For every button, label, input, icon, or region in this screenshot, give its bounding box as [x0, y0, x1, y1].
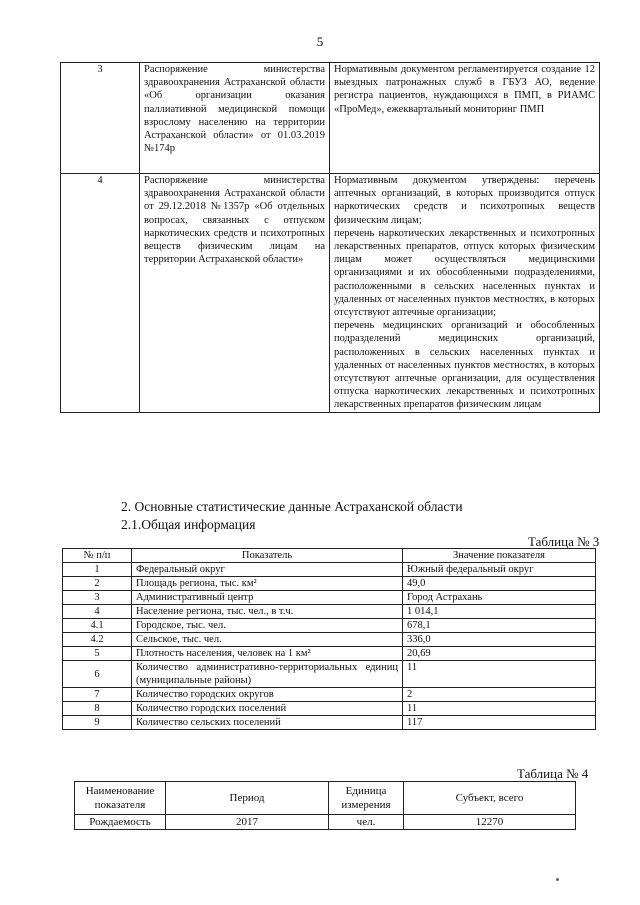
subject-total: 12270: [404, 815, 576, 830]
indicator-value: 117: [403, 716, 596, 730]
table-row: [61, 63, 600, 174]
indicator-value: Южный федеральный округ: [403, 563, 596, 577]
birth-rate-table: [74, 781, 576, 830]
row-number: 4.2: [63, 633, 132, 647]
subsection-heading: 2.1.Общая информация: [121, 517, 256, 532]
description-paragraph: перечень медицинских организаций и обособленных подразделений медицинских организаций, расположенных в сельских населенных пунктах и удаленных от населенных пунктов местностях, в которых отсутствуют аптечные организации, для осуществления отпуска наркотических лекарственных и психотропных лекарственных препаратов физическим лицам: [334, 320, 595, 411]
indicator-value: 11: [403, 661, 596, 688]
table-row: [63, 702, 596, 716]
column-header: Период: [166, 782, 329, 815]
regulatory-documents-table: [60, 62, 600, 413]
description-paragraph: Нормативным документом регламентируется создание 12 выездных патронажных служб в ГБУЗ АО, ведение регистра пациентов, нуждающихся в ПМП, в РИАМС «ПроМед», ежеквартальный мониторинг ПМП: [334, 64, 595, 115]
indicator-name: Федеральный округ: [132, 563, 403, 577]
table-row: [63, 647, 596, 661]
column-header: Субъект, всего: [404, 782, 576, 815]
general-info-table: [62, 548, 596, 730]
column-header: Показатель: [132, 549, 403, 563]
page-number: 5: [316, 34, 324, 49]
row-number: 6: [63, 661, 132, 688]
table-row: [63, 563, 596, 577]
period: 2017: [166, 815, 329, 830]
indicator-name: Сельское, тыс. чел.: [132, 633, 403, 647]
section-heading: 2. Основные статистические данные Астраханской области: [121, 499, 463, 514]
table-caption: Таблица № 4: [517, 766, 589, 781]
indicator-name: Городское, тыс. чел.: [132, 619, 403, 633]
row-number: 4: [61, 174, 140, 413]
indicator-value: Город Астрахань: [403, 591, 596, 605]
table-row: [63, 577, 596, 591]
table-row: [63, 591, 596, 605]
column-header: Единица измерения: [329, 782, 404, 815]
indicator-name: Количество городских поселений: [132, 702, 403, 716]
indicator-value: 49,0: [403, 577, 596, 591]
indicator-value: 336,0: [403, 633, 596, 647]
column-header: Значение показателя: [403, 549, 596, 563]
indicator-value: 2: [403, 688, 596, 702]
table-row: [61, 174, 600, 413]
indicator-name: Количество городских округов: [132, 688, 403, 702]
document-title: Распоряжение министерства здравоохранения Астраханской области от 29.12.2018 №1357р «Об отдельных вопросах, связанных с отпуском наркотических средств и психотропных веществ физическим лицам на территории Астраханской области»: [140, 174, 330, 413]
table-header-row: [75, 782, 576, 815]
indicator-value: 11: [403, 702, 596, 716]
column-header: Наименование показателя: [75, 782, 166, 815]
row-number: 3: [63, 591, 132, 605]
row-number: 9: [63, 716, 132, 730]
indicator-name: Население региона, тыс. чел., в т.ч.: [132, 605, 403, 619]
row-number: 4: [63, 605, 132, 619]
row-number: 8: [63, 702, 132, 716]
indicator-name: Количество административно-территориальных единиц (муниципальные районы): [132, 661, 403, 688]
indicator-name: Рождаемость: [75, 815, 166, 830]
indicator-value: 1 014,1: [403, 605, 596, 619]
description-paragraph: перечень наркотических лекарственных и психотропных лекарственных препаратов, отпуск которых физическим лицам может осуществляться медицинскими организациями и их обособленными подразделениями, расположенными в сельских населенных пунктах и удаленных от населенных пунктов местностях, в которых отсутствуют аптечные организации;: [334, 227, 595, 319]
table-caption: Таблица № 3: [528, 534, 600, 549]
table-row: [63, 619, 596, 633]
unit: чел.: [329, 815, 404, 830]
indicator-name: Площадь региона, тыс. км²: [132, 577, 403, 591]
row-number: 5: [63, 647, 132, 661]
indicator-name: Количество сельских поселений: [132, 716, 403, 730]
document-description: [330, 63, 600, 174]
row-number: 3: [61, 63, 140, 174]
indicator-name: Плотность населения, человек на 1 км²: [132, 647, 403, 661]
table-row: [75, 815, 576, 830]
document-description: [330, 174, 600, 413]
row-number: 2: [63, 577, 132, 591]
table-row: [63, 716, 596, 730]
row-number: 7: [63, 688, 132, 702]
table-header-row: [63, 549, 596, 563]
row-number: 4.1: [63, 619, 132, 633]
indicator-value: 20,69: [403, 647, 596, 661]
scan-speck: [556, 878, 559, 881]
description-paragraph: Нормативным документом утверждены: перечень аптечных организаций, в которых производится отпуск наркотических средств и психотропных веществ физическим лицам;: [334, 175, 595, 226]
table-row: [63, 633, 596, 647]
table-row: [63, 661, 596, 688]
row-number: 1: [63, 563, 132, 577]
column-header: № п/п: [63, 549, 132, 563]
table-row: [63, 605, 596, 619]
indicator-name: Административный центр: [132, 591, 403, 605]
document-title: Распоряжение министерства здравоохранения Астраханской области «Об организации оказания паллиативной медицинской помощи взрослому населению на территории Астраханской области» от 01.03.2019 №174р: [140, 63, 330, 174]
table-row: [63, 688, 596, 702]
indicator-value: 678,1: [403, 619, 596, 633]
